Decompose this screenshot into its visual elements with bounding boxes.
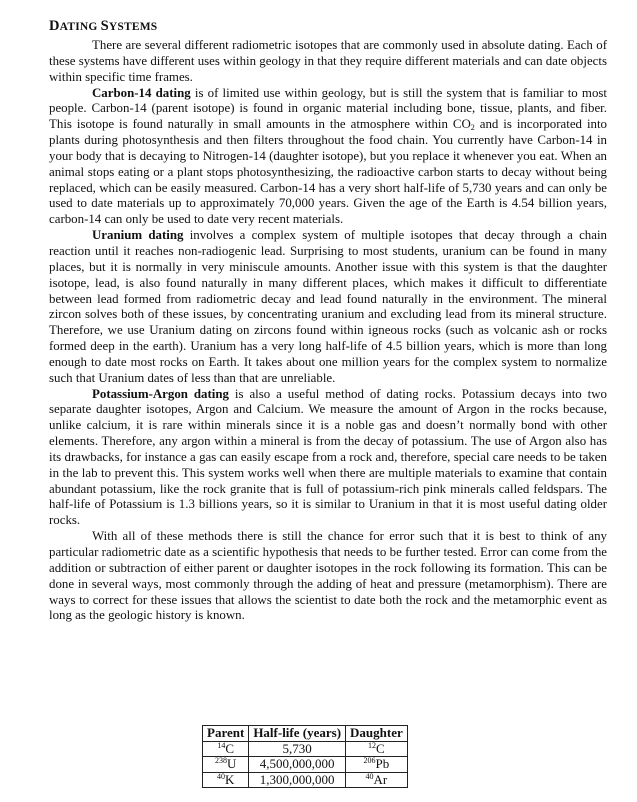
element-symbol: U [226,756,237,771]
header-half-life: Half-life (years) [249,726,346,742]
element-symbol: C [225,740,234,756]
heading-letter-2: S [100,18,109,34]
parent-cell [203,741,249,757]
section-heading [49,18,607,35]
element-symbol: C [376,740,385,756]
carbon-14-term: Carbon-14 dating [92,85,191,100]
half-life-cell: 1,300,000,000 [249,772,346,788]
error-paragraph: With all of these methods there is still the chance for error such that it is best to think of any particular radiometric date as a scientific hypothesis that needs to be further tested. Error can come from the addition or subtraction of either parent or daughter isotopes in the rock following its formation. This can be done in several ways, most commonly through the adding of heat and pressure (metamorphism). There are ways to correct for these issues that allows the scientist to date both the rock and the metamorphic event as long as the geologic history is known. [49,529,607,623]
mass-number: 40 [365,771,374,781]
co2-subscript: 2 [470,123,475,133]
table-header-row [203,726,408,742]
carbon-14-text-1: is of limited use within geology, but is still the system that is familiar to most people. Carbon-14 (parent isotope) is found in organic material including bone, tissue, plants, and fiber. This isotope is found naturally in small amounts in the atmosphere within CO [49,85,607,132]
uranium-paragraph [49,228,607,386]
heading-letter: D [49,18,60,34]
potassium-argon-text: is also a useful method of dating rocks. Potassium decays into two separate daughter isotopes, Argon and Calcium. We measure the amount of Argon in the rocks because, unlike calcium, it is rare within minerals since it is a noble gas and doesn’t normally bond with other elements. Therefore, any argon within a mineral is from the decay of potassium. The use of Argon also has its drawbacks, for instance a gas can easily escape from a rock and, therefore, special care needs to be taken in the lab to prevent this. This system works well when there are multiple materials to examine that contain abundant potassium, like the rock granite that is full of potassium-rich pink minerals called feldspars. The half-life of Potassium is 1.3 billions years, so it is similar to Uranium in that it is most useful dating older rocks. [49,386,607,528]
table-row [203,772,408,788]
mass-number: 14 [217,740,226,750]
daughter-cell [346,741,408,757]
parent-cell [203,757,249,773]
mass-number: 40 [216,771,225,781]
daughter-cell [346,757,408,773]
carbon-14-text-2: and is incorporated into plants during photosynthesis and then filters throughout the food chain. You currently have Carbon-14 in your body that is decaying to Nitrogen-14 (daughter isotope), but you replace it whenever you eat. When an animal stops eating or a plant stops photosynthesizing, the radioactive carbon starts to decay without being replaced, which can be easily measured. Carbon-14 has a very short half-life of 5,730 years and can only be used to date materials up to approximately 70,000 years. Given the age of the Earth is 4.54 billion years, carbon-14 can only be used to date very recent materials. [49,117,608,227]
half-life-cell: 5,730 [249,741,346,757]
half-life-cell: 4,500,000,000 [249,757,346,773]
header-daughter: Daughter [346,726,408,742]
potassium-argon-term: Potassium-Argon dating [92,386,229,401]
table-row [203,741,408,757]
heading-smallcaps: ATING [59,21,101,33]
potassium-argon-paragraph [49,387,607,530]
intro-paragraph: There are several different radiometric isotopes that are commonly used in absolute dating. Each of these systems have different uses within geology in that they require different materials and can date objects within specific time frames. [49,38,607,84]
table-row [203,757,408,773]
mass-number: 238 [214,756,227,765]
isotope-table [202,725,408,788]
element-symbol: Pb [375,756,390,771]
mass-number: 12 [368,740,377,750]
mass-number: 206 [363,756,376,765]
element-symbol: Ar [373,771,388,787]
uranium-term: Uranium dating [92,228,184,243]
element-symbol: K [224,771,235,787]
heading-smallcaps-2: YSTEMS [108,21,158,33]
parent-cell [203,772,249,788]
carbon-14-paragraph [49,86,607,229]
header-parent: Parent [203,726,249,742]
uranium-text: involves a complex system of multiple isotopes that decay through a chain reaction until it reaches non-radiogenic lead. Surprising to most students, uranium can be found in many places, but it is normally in very miniscule amounts. Another issue with this system is that the daughter isotope, lead, is also found naturally in many different places, which makes it difficult to differentiate between lead formed from radiometric decay and lead found naturally in the environment. The mineral zircon solves both of these issues, by concentrating uranium and excluding lead from its mineral structure. Therefore, we use Uranium dating on zircons found within igneous rocks (such as volcanic ash or rocks formed deep in the earth). Uranium has a very long half-life of 4.5 billion years, which is more than long enough to date most rocks on Earth. It takes about one million years for the complex system to normalize such that Uranium dates of less than that are unreliable. [49,228,607,385]
daughter-cell [346,772,408,788]
